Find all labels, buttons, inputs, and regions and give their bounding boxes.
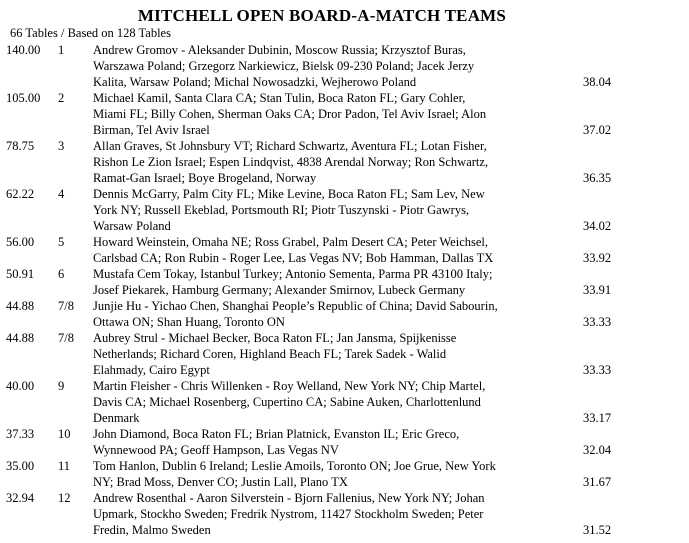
percentage: 34.02 xyxy=(583,219,612,233)
team-members: Mustafa Cem Tokay, Istanbul Turkey; Antonio Sementa, Parma PR 43100 Italy; Josef Piekarek, Hamburg Germany; Alexander Smirnov, Lubeck Germany xyxy=(93,267,493,297)
result-row xyxy=(0,42,689,90)
team-members: Michael Kamil, Santa Clara CA; Stan Tulin, Boca Raton FL; Gary Cohler, Miami FL; Billy Cohen, Sherman Oaks CA; Dror Padon, Tel Aviv Israel; Alon Birman, Tel Aviv Israel xyxy=(93,91,487,137)
rank: 7/8 xyxy=(58,331,74,345)
score: 32.94 xyxy=(6,491,35,505)
page-title: MITCHELL OPEN BOARD-A-MATCH TEAMS xyxy=(137,6,507,25)
rank: 11 xyxy=(58,459,71,473)
team-members: Howard Weinstein, Omaha NE; Ross Grabel, Palm Desert CA; Peter Weichsel, Carlsbad CA; Ron Rubin - Roger Lee, Las Vegas NV; Bob Hamman, Dallas TX xyxy=(93,235,494,265)
percentage: 32.04 xyxy=(583,443,612,457)
percentage: 31.52 xyxy=(583,523,612,537)
score: 44.88 xyxy=(6,299,35,313)
score: 140.00 xyxy=(6,43,41,57)
percentage: 38.04 xyxy=(583,75,612,89)
rank: 12 xyxy=(58,491,71,505)
rank: 1 xyxy=(58,43,65,57)
rank: 4 xyxy=(58,187,65,201)
score: 56.00 xyxy=(6,235,35,249)
result-row xyxy=(0,298,689,330)
percentage: 33.33 xyxy=(583,363,612,377)
team-members: Aubrey Strul - Michael Becker, Boca Raton FL; Jan Jansma, Spijkenisse Netherlands; Richard Coren, Highland Beach FL; Tarek Sadek - Walid Elahmady, Cairo Egypt xyxy=(93,331,457,377)
team-members: Tom Hanlon, Dublin 6 Ireland; Leslie Amoils, Toronto ON; Joe Grue, New York NY; Brad Moss, Denver CO; Justin Lall, Plano TX xyxy=(93,459,496,489)
score: 44.88 xyxy=(6,331,35,345)
rank: 6 xyxy=(58,267,65,281)
score: 40.00 xyxy=(6,379,35,393)
score: 35.00 xyxy=(6,459,35,473)
percentage: 33.92 xyxy=(583,251,612,265)
percentage: 36.35 xyxy=(583,171,612,185)
team-members: Andrew Gromov - Aleksander Dubinin, Moscow Russia; Krzysztof Buras, Warszawa Poland; Grzegorz Narkiewicz, Bielsk 09-230 Poland; Jacek Jerzy Kalita, Warsaw Poland; Michal Nowosadzki, Wejherowo Poland xyxy=(93,43,475,89)
result-row xyxy=(0,490,689,538)
result-row xyxy=(0,138,689,186)
result-row xyxy=(0,186,689,234)
result-row xyxy=(0,90,689,138)
score: 78.75 xyxy=(6,139,35,153)
team-members: Allan Graves, St Johnsbury VT; Richard Schwartz, Aventura FL; Lotan Fisher, Rishon Le Zion Israel; Espen Lindqvist, 4838 Arendal Norway; Ron Schwartz, Ramat-Gan Israel; Boye Brogeland, Norway xyxy=(93,139,489,185)
percentage: 31.67 xyxy=(583,475,612,489)
rank: 9 xyxy=(58,379,65,393)
rank: 10 xyxy=(58,427,71,441)
result-row xyxy=(0,234,689,266)
percentage: 33.33 xyxy=(583,315,612,329)
result-row xyxy=(0,266,689,298)
rank: 3 xyxy=(58,139,65,153)
score: 62.22 xyxy=(6,187,35,201)
results-list xyxy=(0,42,689,538)
percentage: 33.91 xyxy=(583,283,612,297)
rank: 5 xyxy=(58,235,65,249)
score: 50.91 xyxy=(6,267,35,281)
team-members: Dennis McGarry, Palm City FL; Mike Levine, Boca Raton FL; Sam Lev, New York NY; Russell Ekeblad, Portsmouth RI; Piotr Tuszynski - Piotr Gawrys, Warsaw Poland xyxy=(93,187,485,233)
team-members: Junjie Hu - Yichao Chen, Shanghai People’s Republic of China; David Sabourin, Ottawa ON; Shan Huang, Toronto ON xyxy=(93,299,498,329)
result-row xyxy=(0,458,689,490)
score: 37.33 xyxy=(6,427,35,441)
team-members: Martin Fleisher - Chris Willenken - Roy Welland, New York NY; Chip Martel, Davis CA; Michael Rosenberg, Cupertino CA; Sabine Auken, Charlottenlund Denmark xyxy=(93,379,486,425)
team-members: John Diamond, Boca Raton FL; Brian Platnick, Evanston IL; Eric Greco, Wynnewood PA; Geoff Hampson, Las Vegas NV xyxy=(93,427,460,457)
percentage: 33.17 xyxy=(583,411,612,425)
score: 105.00 xyxy=(6,91,41,105)
percentage: 37.02 xyxy=(583,123,612,137)
rank: 2 xyxy=(58,91,65,105)
result-row xyxy=(0,378,689,426)
result-row xyxy=(0,330,689,378)
result-row xyxy=(0,426,689,458)
table-count-note: 66 Tables / Based on 128 Tables xyxy=(10,26,171,40)
rank: 7/8 xyxy=(58,299,74,313)
team-members: Andrew Rosenthal - Aaron Silverstein - Bjorn Fallenius, New York NY; Johan Upmark, Stockho Sweden; Fredrik Nystrom, 11427 Stockholm Sweden; Peter Fredin, Malmo Sweden xyxy=(93,491,485,537)
